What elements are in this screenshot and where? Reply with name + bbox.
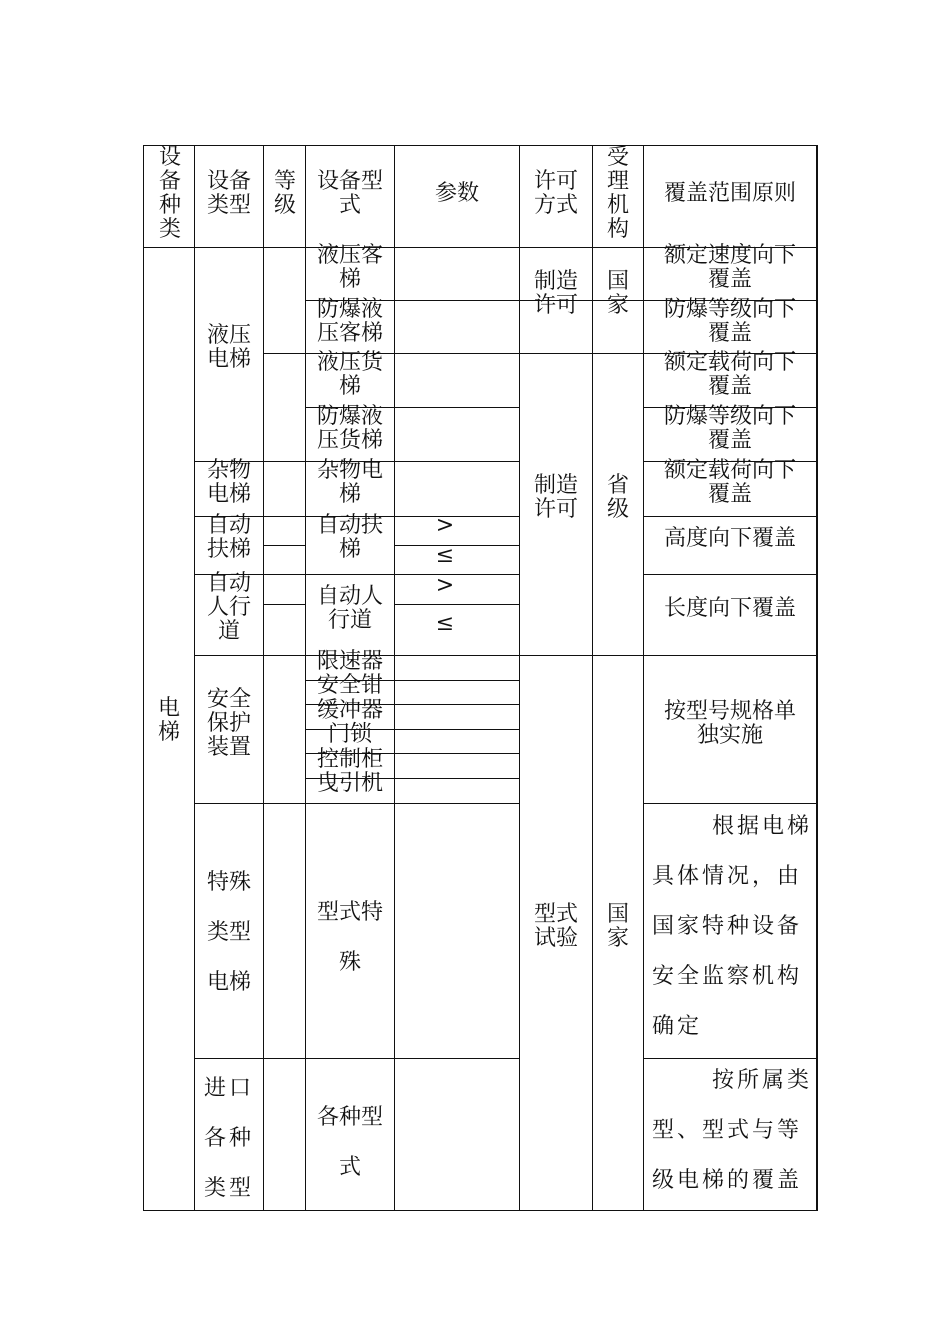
coverage-by-model-spec: 按型号规格单 独实施 bbox=[663, 699, 796, 748]
coverage-imported-rule: 按所属类 型、型式与等 级电梯的覆盖 bbox=[652, 1068, 812, 1193]
coverage-explosion-grade-2: 防爆等级向下 覆盖 bbox=[663, 404, 796, 453]
header-equipment-type: 设备 类型 bbox=[206, 169, 251, 218]
header-coverage-principle: 覆盖范围原则 bbox=[663, 181, 796, 206]
model-explosion-proof-freight: 防爆液 压货梯 bbox=[316, 404, 383, 453]
header-grade: 等 级 bbox=[273, 169, 296, 218]
coverage-rated-speed: 额定速度向下 覆盖 bbox=[663, 243, 796, 292]
model-hydraulic-passenger: 液压客 梯 bbox=[316, 243, 383, 292]
permit-manufacturing-2: 制造 许可 bbox=[533, 473, 578, 522]
model-control-cabinet: 控制柜 bbox=[316, 747, 383, 772]
category-elevator: 电梯 bbox=[157, 696, 180, 745]
header-parameters: 参数 bbox=[434, 181, 479, 206]
permit-manufacturing-1: 制造 许可 bbox=[533, 269, 578, 318]
coverage-explosion-grade-1: 防爆等级向下 覆盖 bbox=[663, 297, 796, 346]
header-permit-method: 许可 方式 bbox=[533, 169, 578, 218]
header-model: 设备型 式 bbox=[316, 169, 383, 218]
model-buffer: 缓冲器 bbox=[316, 698, 383, 723]
coverage-special-determination: 根据电梯 具体情况，由 国家特种设备 安全监察机构 确定 bbox=[652, 814, 812, 1039]
param-escalator-gt: > bbox=[435, 513, 455, 538]
model-door-lock: 门锁 bbox=[327, 722, 372, 747]
type-imported: 进口 各种 类型 bbox=[203, 1076, 254, 1201]
model-safety-gear: 安全钳 bbox=[316, 673, 383, 698]
model-escalator: 自动扶 梯 bbox=[316, 513, 383, 562]
coverage-rated-load-2: 额定载荷向下 覆盖 bbox=[663, 458, 796, 507]
model-speed-governor: 限速器 bbox=[316, 649, 383, 674]
model-special: 型式特 殊 bbox=[316, 900, 383, 975]
header-equipment-category: 设备种类 bbox=[158, 145, 181, 242]
type-sundries-elevator: 杂物 电梯 bbox=[206, 458, 251, 507]
param-escalator-le: ≤ bbox=[435, 543, 455, 568]
coverage-height: 高度向下覆盖 bbox=[663, 526, 796, 551]
model-imported: 各种型 式 bbox=[316, 1105, 383, 1180]
model-hydraulic-freight: 液压货 梯 bbox=[316, 350, 383, 399]
model-sundries: 杂物电 梯 bbox=[316, 458, 383, 507]
model-traction-machine: 曳引机 bbox=[316, 771, 383, 796]
header-agency: 受理机构 bbox=[606, 145, 629, 242]
agency-provincial: 省 级 bbox=[606, 473, 629, 522]
type-special-elevator: 特殊 类型 电梯 bbox=[206, 870, 251, 995]
type-moving-walkway: 自动 人行 道 bbox=[206, 571, 251, 644]
type-hydraulic-elevator: 液压 电梯 bbox=[206, 323, 251, 372]
model-moving-walkway: 自动人 行道 bbox=[316, 584, 383, 633]
model-explosion-proof-passenger: 防爆液 压客梯 bbox=[316, 297, 383, 346]
coverage-length: 长度向下覆盖 bbox=[663, 596, 796, 621]
type-safety-devices: 安全 保护 装置 bbox=[206, 687, 251, 760]
param-walkway-gt: > bbox=[435, 573, 455, 598]
permit-type-test: 型式 试验 bbox=[533, 902, 578, 951]
param-walkway-le: ≤ bbox=[435, 611, 455, 636]
coverage-rated-load-1: 额定载荷向下 覆盖 bbox=[663, 350, 796, 399]
agency-national-2: 国 家 bbox=[606, 902, 629, 951]
agency-national-1: 国 家 bbox=[606, 269, 629, 318]
type-escalator: 自动 扶梯 bbox=[206, 513, 251, 562]
